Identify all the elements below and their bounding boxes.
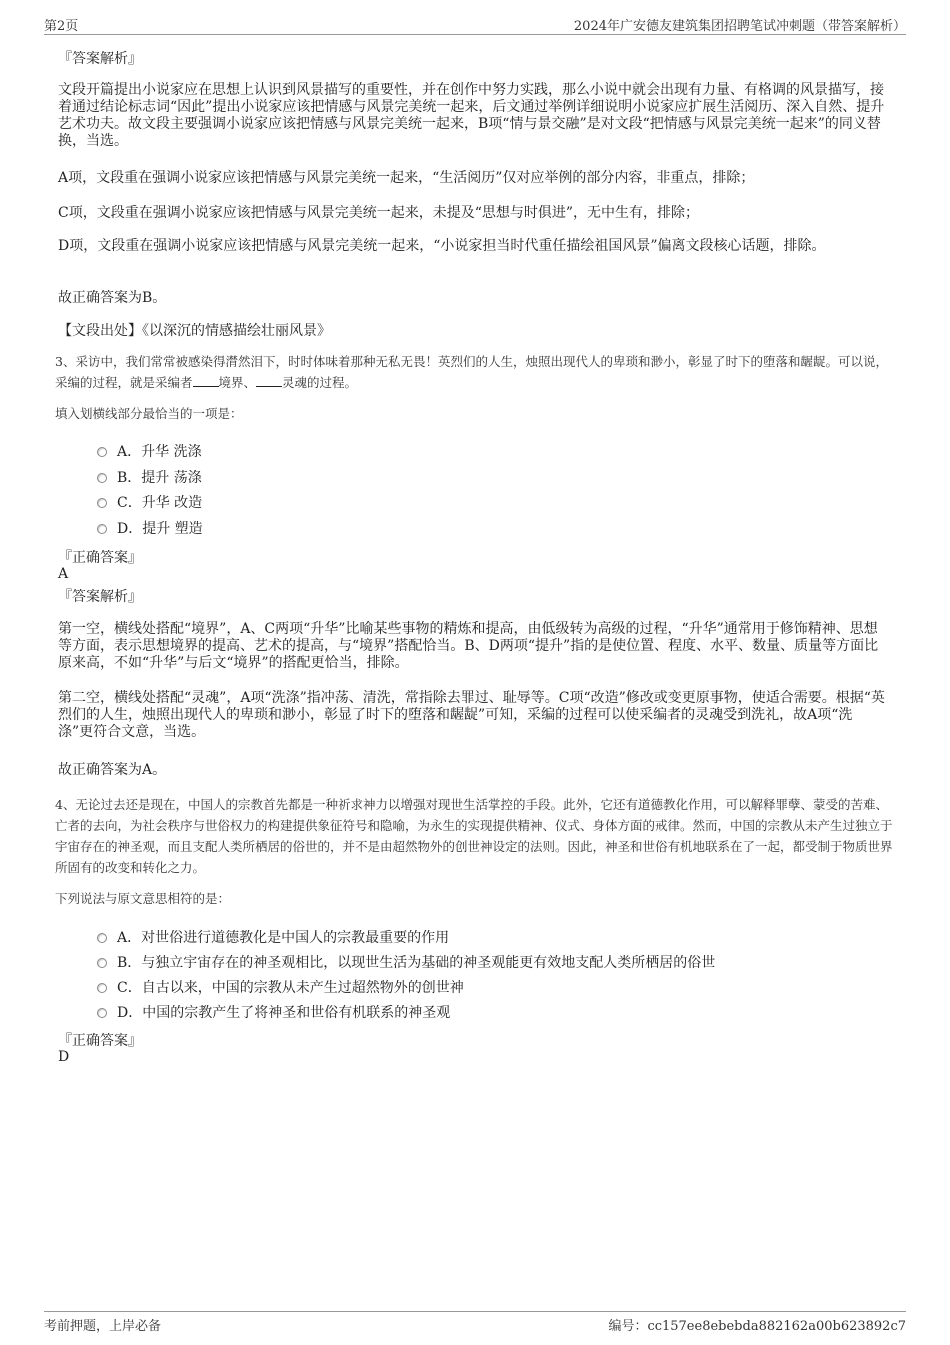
option-letter: C． <box>117 495 142 511</box>
q3-blank-2 <box>256 374 282 387</box>
radio-icon[interactable] <box>97 473 107 483</box>
q4-option-b[interactable] <box>97 952 715 972</box>
q2-analysis-option-d: D项，文段重在强调小说家应该把情感与风景完美统一起来，“小说家担当时代重任描绘祖国风景”偏离文段核心话题，排除。 <box>58 238 826 254</box>
q3-answer-heading: 『正确答案』 <box>58 550 142 566</box>
q3-analysis-blank-1: 第一空，横线处搭配“境界”，A、C两项“升华”比喻某些事物的精炼和提高，由低级转为高级的过程，“升华”通常用于修饰精神、思想等方面，表示思想境界的提高、艺术的提高，与“境界”搭配恰当。B、D两项“提升”指的是使位置、程度、水平、数量、质量等方面比原来高，不如“升华”与后文“境界”的搭配更恰当，排除。 <box>58 621 879 671</box>
q4-stem: 4、无论过去还是现在，中国人的宗教首先都是一种祈求神力以增强对现世生活掌控的手段。此外，它还有道德教化作用，可以解释罪孽、蒙受的苦难、亡者的去向，为社会秩序与世俗权力的构建提供象征符号和隐喻，为永生的实现提供精神、仪式、身体方面的戒律。然而，中国的宗教从未产生过独立于宇宙存在的神圣观，而且支配人类所栖居的俗世的，并不是由超然物外的创世神设定的法则。因此，神圣和世俗有机地联系在了一起，都受制于物质世界所固有的改变和转化之力。 <box>55 797 893 875</box>
q4-option-a[interactable] <box>97 927 449 947</box>
q3-answer: A <box>58 566 69 582</box>
radio-icon[interactable] <box>97 933 107 943</box>
page-number: 第2页 <box>44 19 79 34</box>
radio-icon[interactable] <box>97 958 107 968</box>
q3-option-a[interactable] <box>97 441 202 461</box>
option-text: 升华 改造 <box>141 495 203 511</box>
radio-icon[interactable] <box>97 524 107 534</box>
q4-prompt: 下列说法与原文意思相符的是： <box>55 891 231 906</box>
footer-slogan: 考前押题，上岸必备 <box>44 1319 162 1334</box>
radio-icon[interactable] <box>97 1008 107 1018</box>
document-title: 2024年广安德友建筑集团招聘笔试冲刺题（带答案解析） <box>573 19 906 34</box>
q4-option-c[interactable] <box>97 977 464 997</box>
option-text: 中国的宗教产生了将神圣和世俗有机联系的神圣观 <box>142 1005 451 1021</box>
q3-option-c[interactable] <box>97 492 202 512</box>
q2-source: 【文段出处】《以深沉的情感描绘壮丽风景》 <box>58 323 331 339</box>
option-letter: B． <box>117 470 142 486</box>
option-letter: D． <box>117 521 143 537</box>
option-letter: D． <box>117 1005 143 1021</box>
option-text: 自古以来，中国的宗教从未产生过超然物外的创世神 <box>141 980 464 996</box>
option-letter: C． <box>117 980 142 996</box>
document-code: 编号：cc157ee8ebebda882162a00b623892c7 <box>608 1319 906 1334</box>
q3-prompt: 填入划横线部分最恰当的一项是： <box>55 406 243 421</box>
q3-conclusion: 故正确答案为A。 <box>58 762 167 778</box>
option-letter: A． <box>117 930 142 946</box>
radio-icon[interactable] <box>97 447 107 457</box>
q2-conclusion: 故正确答案为B。 <box>58 290 167 306</box>
option-text: 对世俗进行道德教化是中国人的宗教最重要的作用 <box>141 930 450 946</box>
option-text: 升华 洗涤 <box>141 444 202 460</box>
q2-analysis-option-a: A项，文段重在强调小说家应该把情感与风景完美统一起来，“生活阅历”仅对应举例的部分内容，非重点，排除； <box>58 170 755 186</box>
option-letter: B． <box>117 955 142 971</box>
option-letter: A． <box>117 444 142 460</box>
q4-answer: D <box>58 1049 70 1065</box>
q4-answer-heading: 『正确答案』 <box>58 1033 142 1049</box>
q3-option-d[interactable] <box>97 518 203 538</box>
page-header <box>44 14 906 35</box>
q3-stem-text-2: 境界、 <box>218 375 257 390</box>
page-footer <box>44 1311 906 1332</box>
radio-icon[interactable] <box>97 498 107 508</box>
q3-analysis-heading: 『答案解析』 <box>58 589 142 605</box>
radio-icon[interactable] <box>97 983 107 993</box>
q2-analysis-heading: 『答案解析』 <box>58 51 142 67</box>
q3-stem-text-1: 3、采访中，我们常常被感染得潸然泪下，时时体味着那种无私无畏！英烈们的人生，烛照出现代人的卑琐和渺小，彰显了时下的堕落和龌龊。可以说，采编的过程，就是采编者 <box>55 354 888 390</box>
q3-stem-text-3: 灵魂的过程。 <box>282 375 358 390</box>
q3-stem <box>55 351 900 393</box>
q3-blank-1 <box>193 374 219 387</box>
option-text: 提升 荡涤 <box>141 470 202 486</box>
q3-option-b[interactable] <box>97 467 202 487</box>
q2-analysis-paragraph: 文段开篇提出小说家应在思想上认识到风景描写的重要性，并在创作中努力实践，那么小说中就会出现有力量、有格调的风景描写，接着通过结论标志词“因此”提出小说家应该把情感与风景完美统一起来，后文通过举例详细说明小说家应扩展生活阅历、深入自然、提升艺术功夫。故文段主要强调小说家应该把情感与风景完美统一起来，B项“情与景交融”是对文段“把情感与风景完美统一起来”的同义替换，当选。 <box>58 82 885 149</box>
q3-analysis-blank-2: 第二空，横线处搭配“灵魂”，A项“洗涤”指冲荡、清洗，常指除去罪过、耻辱等。C项“改造”修改或变更原事物，使适合需要。根据“英烈们的人生，烛照出现代人的卑琐和渺小，彰显了时下的堕落和龌龊”可知，采编的过程可以使采编者的灵魂受到洗礼，故A项“洗涤”更符合文意，当选。 <box>58 690 885 740</box>
q4-option-d[interactable] <box>97 1002 450 1022</box>
q2-analysis-option-c: C项，文段重在强调小说家应该把情感与风景完美统一起来，未提及“思想与时俱进”，无中生有，排除； <box>58 205 700 221</box>
option-text: 提升 塑造 <box>142 521 203 537</box>
option-text: 与独立宇宙存在的神圣观相比，以现世生活为基础的神圣观能更有效地支配人类所栖居的俗世 <box>141 955 716 971</box>
